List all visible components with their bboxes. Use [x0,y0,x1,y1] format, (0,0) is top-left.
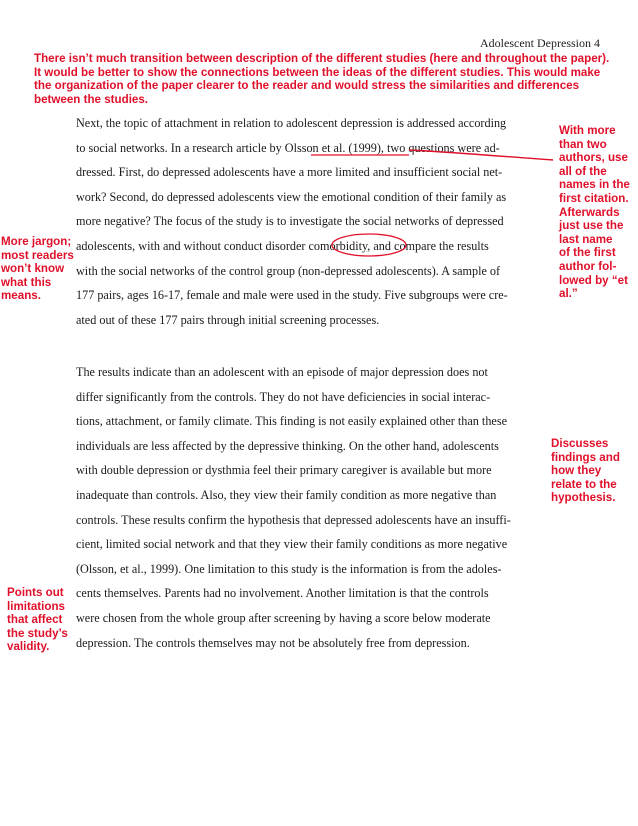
comment-line: than two [559,137,607,151]
paragraph-line: cents themselves. Parents had no involvement. Another limitation is that the controls [76,586,489,601]
comment-line: that affect [7,613,63,627]
comment-line: first citation. [559,191,629,205]
comment-line: Afterwards [559,205,620,219]
paragraph-line: ated out of these 177 pairs through initial screening processes. [76,312,380,327]
paragraph-line: Next, the topic of attachment in relation to adolescent depression is addressed according [76,116,507,130]
paragraph-line: with the social networks of the control group (non-depressed adolescents). A sample of [76,263,501,278]
paragraph-line: inadequate than controls. Also, they view their family condition as more negative than [76,487,497,502]
comment-line: hypothesis. [551,491,616,505]
comment-line: last name [559,232,613,246]
paragraph-line: more negative? The focus of the study is to investigate the social networks of depressed [76,214,504,229]
comment-line: limitations [7,599,65,613]
top-comment-line: paper). It would be better to show the connections between the ideas of the different studies. This [34,52,610,79]
comment-line: With more [559,124,616,137]
comment-line: validity. [7,640,50,654]
paragraph-2 [76,360,556,655]
comment-line: means. [1,289,41,303]
paragraph-line: cient, limited social network and that they view their family conditions as more negative [76,537,508,552]
comment-line: most readers [1,248,74,262]
limitations-comment [7,586,68,654]
comment-line: won’t know [1,262,65,276]
paragraph-line: depression. The controls themselves may not be absolutely free from depression. [76,635,470,650]
comment-line: of the first [559,246,616,260]
paragraph-line: individuals are less affected by the depressive thinking. On the other hand, adolescents [76,438,499,453]
comment-line: what this [1,275,52,289]
comment-line: just use the [559,219,624,233]
comment-line: relate to the [551,477,617,491]
paragraph-line: controls. These results confirm the hypothesis that depressed adolescents have an insuffi- [76,512,511,527]
paragraph-line: work? Second, do depressed adolescents view the emotional condition of their family as [76,189,507,204]
citation-comment [559,124,630,301]
paragraph-line: dressed. First, do depressed adolescents have a more limited and insufficient social net- [76,165,503,180]
paragraph-line: tions, attachment, or family climate. This finding is not easily explained other than these [76,414,507,429]
comment-line: authors, use [559,151,628,165]
comment-line: Discusses [551,437,609,450]
comment-line: More jargon; [1,235,72,248]
paragraph-line: were chosen from the whole group after screening by having a score below moderate [76,610,491,625]
comment-line: Points out [7,586,64,599]
top-comment [34,52,619,106]
paragraph-line: The results indicate than an adolescent with an episode of major depression does not [76,365,488,379]
findings-comment [551,437,620,505]
top-comment-line: There isn’t much transition between description of the different studies (here and throughout the [34,52,568,65]
top-comment-line: would make the organization of the paper clearer to the reader and would stress the similarities [34,65,601,92]
jargon-comment [1,235,74,303]
comment-line: the study’s [7,626,68,640]
paragraph-line: with double depression or dysthmia feel their primary caregiver is available but more [76,463,492,478]
comment-line: author fol- [559,259,617,273]
running-header: Adolescent Depression 4 [480,36,600,50]
top-comment-line: and differences between the studies. [34,79,580,106]
comment-line: al.” [559,287,578,301]
paragraph-line: (Olsson, et al., 1999). One limitation to this study is the information is from the adoles- [76,561,502,576]
comment-line: names in the [559,178,630,192]
paragraph-line: adolescents, with and without conduct disorder comorbidity, and compare the results [76,238,489,253]
comment-line: how they [551,464,602,478]
paragraph-line: differ significantly from the controls. They do not have deficiencies in social interac- [76,389,491,404]
paragraph-1 [76,111,556,332]
paragraph-line: to social networks. In a research article by Olsson et al. (1999), two questions were ad- [76,140,500,155]
comment-line: lowed by “et [559,273,628,287]
comment-line: all of the [559,164,607,178]
comment-line: findings and [551,450,620,464]
paragraph-line: 177 pairs, ages 16-17, female and male were used in the study. Five subgroups were cre- [76,288,508,303]
